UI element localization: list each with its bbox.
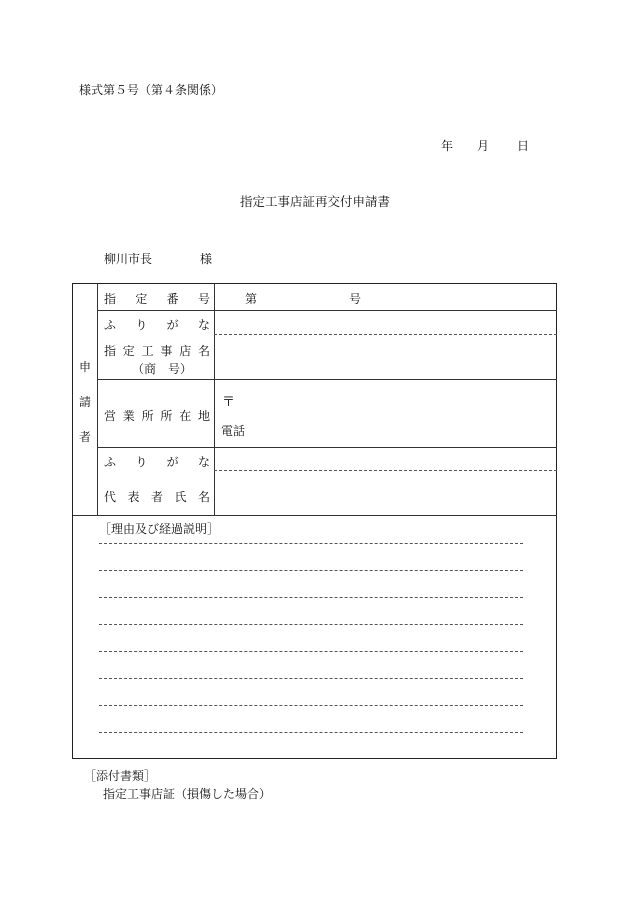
furigana-divider [214, 470, 557, 471]
reason-line [99, 732, 523, 733]
label-column-divider [97, 284, 98, 515]
store-furigana-label: ふ り が な [104, 318, 210, 332]
representative-label: 代表者氏名 [104, 490, 210, 504]
phone-label: 電話 [221, 424, 246, 438]
addressee-name: 柳川市長 [104, 252, 153, 266]
addressee [104, 250, 212, 267]
rep-furigana-label: ふ り が な [104, 455, 210, 469]
value-column-divider [214, 284, 215, 515]
attachments-item: 指定工事店証（損傷した場合） [103, 787, 272, 801]
applicant-label-char: 者 [78, 430, 91, 444]
postal-mark: 〒 [222, 395, 236, 410]
designation-number-suffix: 号 [349, 292, 362, 306]
store-name-label: 指定工事店名 [104, 344, 210, 358]
reason-line [99, 624, 523, 625]
date-month-label: 月 [477, 139, 490, 153]
reason-line [99, 543, 523, 544]
designation-number-label: 指 定 番 号 [104, 292, 210, 306]
reason-line [99, 597, 523, 598]
reason-line [99, 705, 523, 706]
reason-heading: ［理由及び経過説明］ [99, 522, 220, 536]
row-divider [97, 310, 557, 311]
date-line [441, 137, 529, 154]
addressee-honorific: 様 [200, 252, 213, 266]
row-divider [97, 447, 557, 448]
applicant-table [72, 283, 557, 759]
office-address-label: 営業所所在地 [104, 409, 210, 423]
row-divider [97, 379, 557, 380]
reason-line [99, 570, 523, 571]
reason-line [99, 651, 523, 652]
attachments-heading: ［添付書類］ [84, 769, 157, 783]
designation-number-prefix: 第 [245, 292, 258, 306]
reason-line [99, 678, 523, 679]
store-name-sublabel: （商 号） [132, 362, 193, 376]
date-year-label: 年 [441, 139, 454, 153]
form-number: 様式第５号（第４条関係） [79, 83, 224, 97]
furigana-divider [214, 334, 557, 335]
document-title: 指定工事店証再交付申請書 [239, 194, 390, 209]
section-divider [73, 515, 557, 516]
date-day-label: 日 [517, 139, 530, 153]
applicant-label-char: 請 [78, 395, 91, 409]
applicant-label-char: 申 [78, 360, 91, 374]
